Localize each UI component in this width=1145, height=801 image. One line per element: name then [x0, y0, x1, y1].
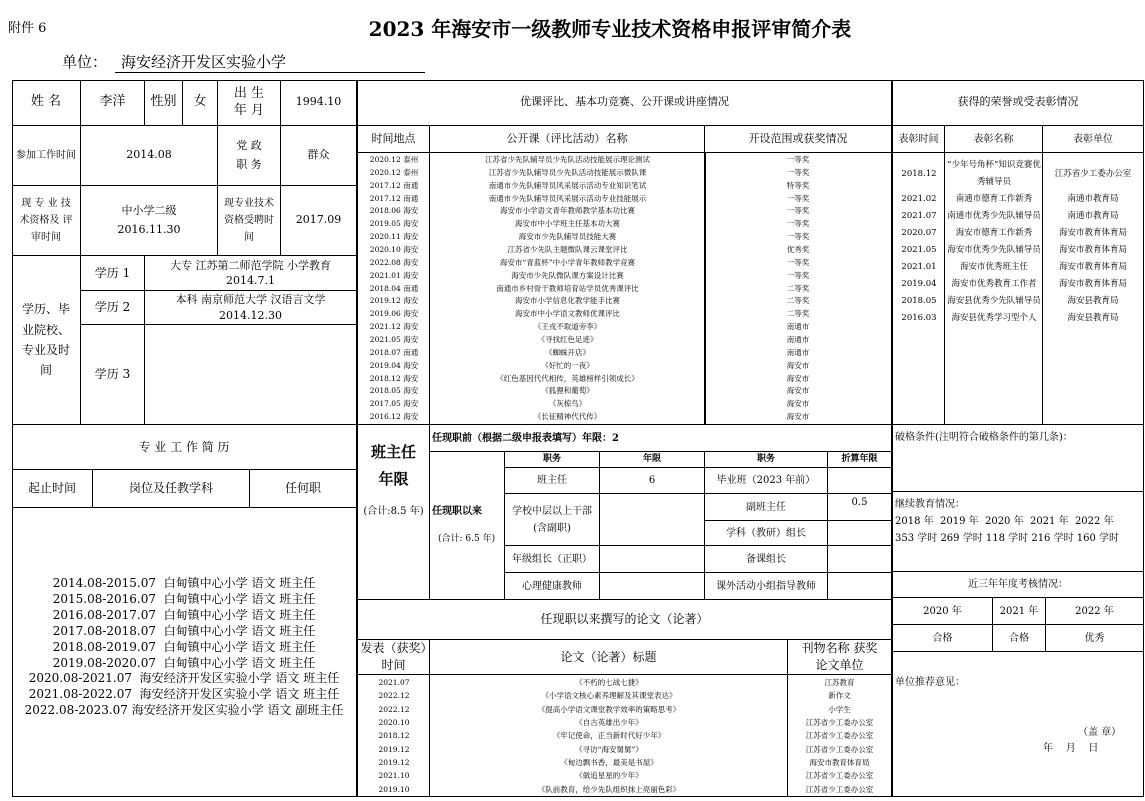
- lesson-result: 一等奖: [786, 219, 810, 229]
- lesson-row: [358, 179, 891, 192]
- r2-conv: 0.5: [828, 494, 893, 521]
- edu2-date: 2014.12.30: [219, 308, 282, 322]
- name-value: 李洋: [81, 80, 145, 126]
- paper-row: [358, 689, 891, 702]
- honor-time: 2021.07: [901, 211, 937, 221]
- paper-pub: 小学生: [828, 704, 851, 714]
- lesson-row: [358, 269, 891, 282]
- r3-duty2: 学科（教研）组长: [705, 521, 828, 546]
- resume-col-post: 岗位及任教学科: [93, 470, 250, 508]
- lesson-time: 2020.10 海安: [369, 244, 419, 254]
- paper-title: 《小学语文核心素养理解及其课堂表达》: [541, 691, 677, 701]
- exception-field[interactable]: 破格条件(注明符合破格条件的第几条)：: [893, 425, 1144, 492]
- gender-value: 女: [183, 80, 218, 126]
- paper-pub: 海安市教育体育局: [809, 758, 870, 768]
- honors-col-unit: 表彰单位: [1043, 126, 1144, 153]
- resume-entry: 2020.08-2021.07 海安经济开发区实验小学 语文 班主任: [28, 671, 340, 686]
- resume-entry: 2018.08-2019.07 白甸镇中心小学 语文 班主任: [52, 639, 316, 654]
- honor-unit: 海安市教育体育局: [1058, 262, 1127, 272]
- headteacher-since-cell: [430, 452, 505, 600]
- honors-col-name: 表彰名称: [945, 126, 1043, 153]
- cont-years: 2018 年 2019 年 2020 年 2021 年 2022 年: [895, 516, 1114, 527]
- honors-list: [893, 157, 1143, 327]
- lesson-result: 海安市: [786, 360, 810, 370]
- lessons-col-result: 开设范围或获奖情况: [705, 126, 893, 153]
- hire-value: 2017.09: [281, 186, 358, 256]
- papers-col-title: 论文（论著）标题: [430, 640, 788, 675]
- resume-col-time: 起止时间: [12, 470, 93, 508]
- qual-value: 中小学二级: [121, 203, 177, 217]
- resume-entries: [12, 508, 358, 797]
- lesson-row: [358, 384, 891, 397]
- resume-entry: 2021.08-2022.07 海安经济开发区实验小学 语文 班主任: [28, 687, 340, 702]
- resume-entry: 2016.08-2017.07 白甸镇中心小学 语文 班主任: [52, 607, 316, 622]
- r5-years: [600, 573, 705, 600]
- lesson-name: 海安市少先队微队课方案设计比赛: [511, 270, 624, 280]
- unit-value: 海安经济开发区实验小学: [115, 51, 425, 73]
- lesson-time: 2018.12 海安: [369, 373, 419, 383]
- paper-time: 2021.07: [378, 678, 410, 688]
- lesson-result: 一等奖: [786, 154, 810, 164]
- lesson-result: 一等奖: [786, 232, 810, 242]
- lesson-name: 《王戎不取道旁李》: [533, 322, 602, 332]
- lesson-row: [358, 204, 891, 217]
- papers-title: 任现职以来撰写的论文（论著）: [358, 600, 893, 640]
- paper-pub: 江苏省少工委办公室: [805, 731, 874, 741]
- r2-duty-line1: 学校中层以上干部: [512, 505, 592, 517]
- papers-col-pub: 刊物名称 获奖论文单位: [788, 640, 893, 675]
- assess-year-1: 2020 年: [893, 598, 993, 625]
- honor-row: [893, 157, 1143, 191]
- lesson-time: 2018.07 南通: [369, 347, 419, 357]
- paper-row: [358, 676, 891, 689]
- seal-label: （盖 章）: [1078, 727, 1122, 738]
- r1-years: 6: [600, 468, 705, 494]
- lesson-row: [358, 410, 891, 423]
- headteacher-label2: 年限: [378, 470, 409, 488]
- r5-duty: 心理健康教师: [505, 573, 600, 600]
- honor-name: 海安县优秀学习型个人: [951, 313, 1037, 323]
- lesson-result: 一等奖: [786, 167, 810, 177]
- since-label: 任现职以来: [432, 506, 482, 518]
- honor-name: 海安市德育工作新秀: [955, 228, 1033, 238]
- paper-title: 《提高小学语文课堂教学效率的策略思考》: [537, 704, 681, 714]
- paper-pub: 江苏省少工委办公室: [805, 744, 874, 754]
- lesson-result: 二等奖: [786, 296, 810, 306]
- lesson-name: 江苏省少先队辅导员少先队活动技能展示微队课: [488, 167, 647, 177]
- lesson-time: 2017.05 海安: [369, 399, 419, 409]
- lesson-time: 2021.05 海安: [369, 334, 419, 344]
- lesson-name: 海安市中小学语文教师优课评比: [515, 309, 620, 319]
- lesson-name: 海安市小学信息化教学能手比赛: [515, 296, 620, 306]
- lesson-time: 2017.12 南通: [369, 193, 419, 203]
- assess-year-3: 2022 年: [1046, 598, 1144, 625]
- headteacher-label: 班主任: [370, 443, 416, 461]
- hire-label: 现专业技术资格受聘时间: [218, 186, 281, 256]
- lessons-list: [358, 153, 891, 425]
- lesson-name: 《寻找红色足迹》: [537, 334, 598, 344]
- r1-duty2: 毕业班（2023 年前）: [705, 468, 828, 494]
- lesson-name: 江苏省少先队辅导员少先队活动技能展示理论测试: [485, 154, 650, 164]
- recommend-label: 单位推荐意见：: [895, 677, 965, 688]
- paper-title: 《队前教育，给少先队组织抹上亮丽色彩》: [537, 784, 681, 794]
- paper-pub: 新作文: [828, 691, 851, 701]
- lesson-name: 海安市中小学班主任基本功大赛: [515, 219, 620, 229]
- edu2-value: [145, 291, 358, 325]
- honor-unit: 海安县教育局: [1067, 296, 1119, 306]
- edu1-date: 2014.7.1: [226, 274, 275, 287]
- gender-label: 性别: [145, 80, 183, 126]
- resume-col-role: 任何职: [250, 470, 358, 508]
- paper-row: [358, 783, 891, 796]
- lesson-result: 海安市: [786, 373, 810, 383]
- qual-cell: [81, 186, 218, 256]
- paper-row: [358, 769, 891, 782]
- resume-list: [25, 576, 344, 719]
- honor-name: 南通市德育工作新秀: [955, 194, 1033, 204]
- page-title: 2023 年海安市一级教师专业技术资格申报评审简介表: [368, 17, 852, 41]
- lesson-time: 2022.08 海安: [369, 257, 419, 267]
- assess-result-1: 合格: [893, 625, 993, 652]
- lesson-row: [358, 359, 891, 372]
- paper-row: [358, 716, 891, 729]
- lesson-time: 2020.11 海安: [369, 232, 419, 242]
- lesson-name: 《狐狸和葡萄》: [541, 386, 594, 396]
- honor-row: [893, 310, 1143, 327]
- lesson-name: 《好忙的一夜》: [541, 360, 594, 370]
- lesson-row: [358, 166, 891, 179]
- lesson-row: [358, 294, 891, 307]
- qual-date: 2016.11.30: [117, 222, 181, 236]
- paper-time: 2019.12: [378, 744, 410, 754]
- honor-unit: 海安市教育体育局: [1058, 228, 1127, 238]
- lesson-time: 2018.04 南通: [369, 283, 419, 293]
- lesson-row: [358, 372, 891, 385]
- paper-pub: 江苏省少工委办公室: [805, 771, 874, 781]
- lesson-result: 一等奖: [786, 206, 810, 216]
- honor-time: 2016.03: [901, 313, 937, 323]
- r4-duty: 年级组长（正职）: [505, 546, 600, 573]
- honor-time: 2018.05: [901, 296, 937, 306]
- assess-result-3: 优秀: [1046, 625, 1144, 652]
- lesson-result: 二等奖: [786, 283, 810, 293]
- lesson-row: [358, 346, 891, 359]
- lesson-time: 2019.04 海安: [369, 360, 419, 370]
- paper-pub: 江苏省少工委办公室: [805, 718, 874, 728]
- honor-name: 南通市优秀少先队辅导员: [947, 211, 1041, 221]
- lesson-row: [358, 192, 891, 205]
- lesson-result: 特等奖: [786, 180, 810, 190]
- honor-row: [893, 191, 1143, 208]
- lesson-name: 海安市“青蓝杯”中小学青年教师教学竞赛: [499, 257, 636, 267]
- r4-years: [600, 546, 705, 573]
- lesson-row: [358, 243, 891, 256]
- cont-label: 继续教育情况：: [895, 499, 965, 510]
- r5-conv: [828, 573, 893, 600]
- honor-name: 海安市优秀教育工作者: [951, 279, 1037, 289]
- papers-col-time: 发表（获奖）时间: [358, 640, 430, 675]
- honor-row: [893, 242, 1143, 259]
- lesson-time: 2016.12 海安: [369, 412, 419, 422]
- birth-value: 1994.10: [281, 80, 358, 126]
- paper-title: 《甸边飘书香，最美是书屋》: [560, 758, 658, 768]
- headteacher-before: 任现职前（根据二级申报表填写）年限：2: [430, 425, 893, 452]
- paper-title: 《自古英雄出少年》: [575, 718, 643, 728]
- lessons-col-name: 公开课（评比活动）名称: [430, 126, 705, 153]
- r3-conv: [828, 521, 893, 546]
- lesson-row: [358, 256, 891, 269]
- paper-time: 2019.12: [378, 758, 410, 768]
- honor-row: [893, 225, 1143, 242]
- lesson-time: 2019.05 海安: [369, 219, 419, 229]
- honor-unit: 海安市教育体育局: [1058, 245, 1127, 255]
- r2-years: [600, 494, 705, 546]
- lesson-row: [358, 320, 891, 333]
- paper-time: 2022.12: [378, 704, 410, 714]
- lesson-time: 2019.06 海安: [369, 309, 419, 319]
- lesson-row: [358, 282, 891, 295]
- name-label: 姓 名: [12, 80, 81, 126]
- paper-row: [358, 729, 891, 742]
- honor-name: 海安市优秀少先队辅导员: [947, 245, 1041, 255]
- lesson-name: 《长征精神代代传》: [533, 412, 602, 422]
- lesson-name: 江苏省少先队主题微队课云课堂评比: [507, 244, 628, 254]
- lesson-result: 一等奖: [786, 193, 810, 203]
- lesson-result: 海安市: [786, 399, 810, 409]
- lesson-result: 海安市: [786, 412, 810, 422]
- honor-time: 2021.02: [901, 194, 937, 204]
- lessons-col-time: 时间地点: [358, 126, 430, 153]
- paper-pub: 江苏教育: [824, 678, 855, 688]
- birth-label: 出 生 年 月: [218, 80, 281, 126]
- paper-title: 《做追星星的少年》: [575, 771, 643, 781]
- r4-duty2: 备课组长: [705, 546, 828, 573]
- honor-time: 2021.01: [901, 262, 937, 272]
- lesson-result: 一等奖: [786, 270, 810, 280]
- honor-name: 海安市优秀班主任: [959, 262, 1028, 272]
- edu2-school: 本科 南京师范大学 汉语言文学: [175, 293, 326, 307]
- paper-title: 《牢记使命，正当新时代好少年》: [552, 731, 666, 741]
- r2-duty-line2: (含副职): [533, 522, 571, 534]
- honor-row: [893, 259, 1143, 276]
- party-value: 群众: [281, 126, 358, 186]
- lesson-name: 《蜘蛛开店》: [545, 347, 590, 357]
- edu1-value: [145, 256, 358, 291]
- paper-title: 《不朽的七战七捷》: [575, 678, 643, 688]
- edu1-label: 学历 1: [81, 256, 145, 291]
- paper-time: 2018.12: [378, 731, 410, 741]
- h-duty2: 职务: [705, 452, 828, 468]
- honor-time: 2021.05: [901, 245, 937, 255]
- resume-entry: 2022.08-2023.07 海安经济开发区实验小学 语文 副班主任: [24, 703, 344, 718]
- lesson-row: [358, 153, 891, 166]
- honor-time: 2018.12: [901, 168, 937, 179]
- lesson-result: 优秀奖: [786, 244, 810, 254]
- party-label: 党 政 职 务: [218, 126, 281, 186]
- resume-entry: 2015.08-2016.07 白甸镇中心小学 语文 班主任: [52, 591, 316, 606]
- r2-duty2: 副班主任: [705, 494, 828, 521]
- lesson-result: 海安市: [786, 386, 810, 396]
- lesson-time: 2020.12 泰州: [369, 154, 419, 164]
- r5-duty2: 课外活动小组指导教师: [705, 573, 828, 600]
- honor-row: [893, 208, 1143, 225]
- honors-col-time: 表彰时间: [893, 126, 945, 153]
- unit-label: 单位：: [62, 53, 108, 71]
- h-years: 年限: [600, 452, 705, 468]
- paper-time: 2021.10: [378, 771, 410, 781]
- lesson-row: [358, 230, 891, 243]
- paper-time: 2020.10: [378, 718, 410, 728]
- honor-row: [893, 276, 1143, 293]
- papers-list: [358, 676, 891, 796]
- edu3-value: [145, 325, 358, 425]
- honor-time: 2020.07: [901, 228, 937, 238]
- resume-title: 专 业 工 作 简 历: [12, 425, 358, 470]
- honor-unit: 海安市教育体育局: [1058, 279, 1127, 289]
- work-start-value: 2014.08: [81, 126, 218, 186]
- lesson-result: 南通市: [786, 334, 810, 344]
- h-duty: 职务: [505, 452, 600, 468]
- lesson-time: 2019.12 海安: [369, 296, 419, 306]
- paper-row: [358, 703, 891, 716]
- resume-entry: 2017.08-2018.07 白甸镇中心小学 语文 班主任: [52, 623, 316, 638]
- since-total: (合计: 6.5 年): [438, 534, 496, 545]
- lesson-time: 2018.05 海安: [369, 386, 419, 396]
- honors-title: 获得的荣誉或受表彰情况: [893, 80, 1144, 126]
- honor-name: 海安县优秀少先队辅导员: [947, 296, 1041, 306]
- lesson-result: 一等奖: [786, 257, 810, 267]
- paper-row: [358, 743, 891, 756]
- date-label: 年 月 日: [1043, 743, 1099, 754]
- lesson-time: 2018.06 海安: [369, 206, 419, 216]
- honor-row: [893, 293, 1143, 310]
- edu-label: 学历、毕业院校、专业及时间: [12, 256, 81, 425]
- r1-duty: 班主任: [505, 468, 600, 494]
- qual-label: 现 专 业 技术资格及 评审时间: [12, 186, 81, 256]
- paper-title: 《寻访“海安舅舅”》: [575, 744, 643, 754]
- edu1-school: 大专 江苏第二师范学院 小学教育: [170, 258, 331, 272]
- lesson-result: 二等奖: [786, 309, 810, 319]
- assess-year-2: 2021 年: [993, 598, 1046, 625]
- work-start-label: 参加工作时间: [12, 126, 81, 186]
- assess-result-2: 合格: [993, 625, 1046, 652]
- honor-name: “少年号角杯”知识竞赛优秀辅导员: [947, 160, 1041, 187]
- lesson-name: 南通市乡村骨干教师培育站学员优秀课评比: [496, 283, 639, 293]
- lesson-name: 南通市少先队辅导员风采展示活动专业知识笔试: [488, 180, 647, 190]
- honor-unit: 海安县教育局: [1067, 313, 1119, 323]
- headteacher-label-cell: [358, 425, 430, 600]
- paper-time: 2022.12: [378, 691, 410, 701]
- r2-duty: [505, 494, 600, 546]
- lessons-title: 优课评比、基本功竞赛、公开课或讲座情况: [358, 80, 893, 126]
- honor-unit: 南通市教育局: [1067, 194, 1119, 204]
- honor-unit: 南通市教育局: [1067, 211, 1119, 221]
- edu2-label: 学历 2: [81, 291, 145, 325]
- resume-entry: 2014.08-2015.07 白甸镇中心小学 语文 班主任: [52, 576, 316, 590]
- h-conv: 折算年限: [828, 452, 893, 468]
- cont-hours: 353 学时 269 学时 118 学时 216 学时 160 学时: [895, 533, 1120, 544]
- lesson-name: 《红色基因代代相传，英雄榜样引领成长》: [496, 373, 639, 383]
- lesson-time: 2017.12 南通: [369, 180, 419, 190]
- lesson-row: [358, 397, 891, 410]
- assess-label: 近三年年度考核情况：: [893, 572, 1144, 598]
- lesson-row: [358, 307, 891, 320]
- lesson-row: [358, 217, 891, 230]
- lesson-name: 海安市小学语文青年教师教学基本功比赛: [500, 206, 635, 216]
- edu3-label: 学历 3: [81, 325, 145, 425]
- headteacher-total: (合计:8.5 年): [363, 506, 424, 517]
- attachment-label: 附件 6: [8, 21, 47, 36]
- paper-time: 2019.10: [378, 784, 410, 794]
- recommend-field[interactable]: [893, 652, 1144, 797]
- honor-time: 2019.04: [901, 279, 937, 289]
- paper-pub: 江苏省少工委办公室: [805, 784, 874, 794]
- paper-row: [358, 756, 891, 769]
- lesson-time: 2021.12 海安: [369, 322, 419, 332]
- lesson-name: 海安市少先队辅导员技能大赛: [518, 232, 617, 242]
- lesson-time: 2020.12 泰州: [369, 167, 419, 177]
- resume-entry: 2019.08-2020.07 白甸镇中心小学 语文 班主任: [52, 655, 316, 670]
- r1-conv: [828, 468, 893, 494]
- honor-unit: 江苏省少工委办公室: [1054, 168, 1132, 179]
- lesson-result: 南通市: [786, 322, 810, 332]
- lesson-time: 2021.01 海安: [369, 270, 419, 280]
- continuing-education: [893, 492, 1144, 572]
- lesson-row: [358, 333, 891, 346]
- lesson-name: 《灰椋鸟》: [548, 399, 587, 409]
- lesson-name: 南通市少先队辅导员风采展示活动专业技能展示: [488, 193, 647, 203]
- r4-conv: [828, 546, 893, 573]
- lesson-result: 南通市: [786, 347, 810, 357]
